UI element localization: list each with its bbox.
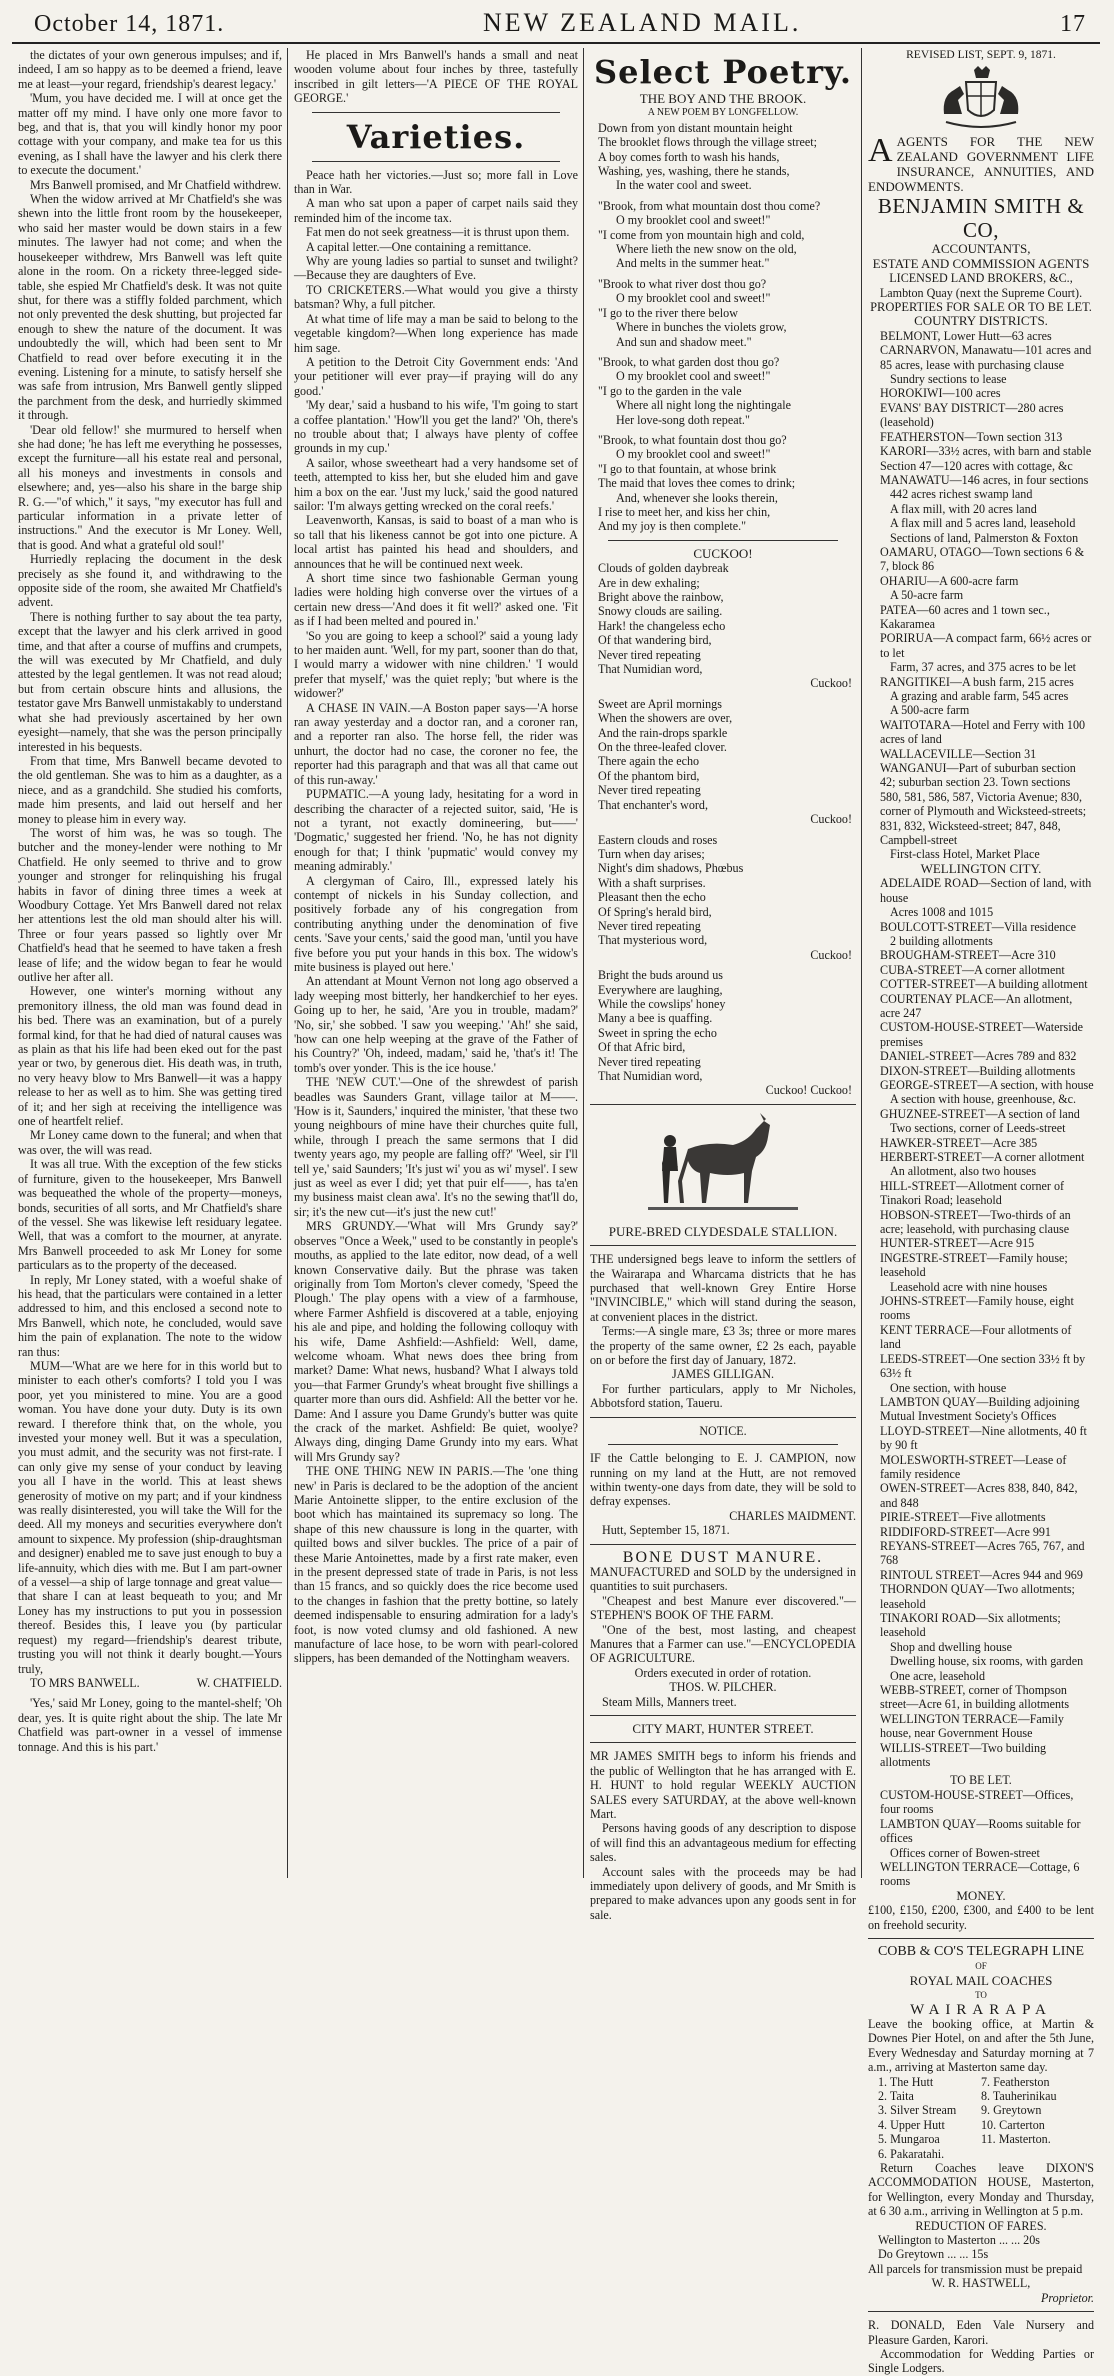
royal-crest-icon [936, 66, 1026, 130]
country-listing: OHARIU—A 600-acre farm [880, 573, 1019, 588]
firm-name: BENJAMIN SMITH & CO, [877, 194, 1085, 243]
issue-date: October 14, 1871. [34, 11, 225, 37]
city-listing: TINAKORI ROAD—Six allotments; leasehold [880, 1611, 1061, 1640]
poem-line: The maid that loves thee comes to drink; [598, 476, 796, 491]
poem-line: While the cowslips' honey [598, 996, 726, 1011]
cobb-return: Return Coaches leave DIXON'S ACCOMMODATION HOUSE, Masterton, for Wellington, every Monday and Thursday, at 6 30 a.m., arriving in Wellington at 5 p.m. [868, 2161, 1094, 2219]
variety-item: 'So you are going to keep a school?' said a young lady to her maiden aunt. 'Well, for my part, sooner than do that, I would marry a widower with nine children.' 'I would prefer that myself,' was the quiet reply; 'but where is the widower?' [294, 628, 578, 701]
city-listing: COURTENAY PLACE—An allotment, acre 247 [880, 991, 1073, 1020]
variety-item: THE 'NEW CUT.'—One of the shrewdest of parish beadles was Saunders Grant, village tailor at M——. 'How is it, Saunders,' inquired the minister, 'that these two young neighbours of mine have their churches quite full, while, through I preach the same sermons that I did twenty years ago, my people are falling off?' 'Weel, sir I'll tell ye,' said Saunders; 'It's just wi' you as wi' mysel'. I sew just as weel as ever I did; yet that puir elf——, has ta'en my business maist clean awa'. It's no the sewing that'll do, sir; it's the new cut—it's just the new cut!' [294, 1075, 578, 1219]
bone-dust-orders: Orders executed in order of rotation. [634, 1665, 812, 1680]
poem-line: And the rain-drops sparkle [598, 725, 728, 740]
poem-line: "I go to the river there below [598, 305, 738, 320]
poem-line: The brooklet flows through the village street; [598, 135, 817, 150]
cobb-proprietor: Proprietor. [1041, 2290, 1094, 2305]
column-1-story [12, 48, 288, 1878]
coach-stop: 2. Taita [878, 2089, 914, 2103]
stallion-contact: For further particulars, apply to Mr Nicholes, Abbotsford station, Taueru. [590, 1381, 856, 1411]
variety-item: THE ONE THING NEW IN PARIS.—The 'one thing new' in Paris is declared to be the adoption of the ancient Marie Antoinette slipper, to the entire exclusion of the boot which has maintained its supremacy so long. The shape of this new chaussure is long in the quarter, with quilted bows and silver buckles. The price of a pair of these Marie Antoinettes, made by a first rate maker, even in the present depressed state of trade in Paris, is not less than 15 francs, and so quickly does the rice become used to the changes in fashion that the pretty bottine, so lately deemed indispensable to ensuring admiration for a lady's foot, is now voted clumsy and old fashioned. A new manufacture of lace hose, to be worn with pearl-colored slippers, has been demanded of the Nottingham weavers. [294, 1464, 578, 1666]
city-listing: ADELAIDE ROAD—Section of land, with house [880, 876, 1092, 905]
poem-line: There again the echo [598, 754, 700, 769]
poem-line: And, whenever she looks therein, [616, 490, 778, 505]
city-listing: 2 building allotments [890, 933, 993, 948]
country-listing: Sundry sections to lease [890, 372, 1007, 387]
coach-stop: 6. Pakaratahi. [878, 2146, 945, 2161]
horse-illustration [648, 1111, 798, 1221]
city-listing: A section with house, greenhouse, &c. [890, 1092, 1077, 1107]
city-listing: INGESTRE-STREET—Family house; leasehold [880, 1250, 1068, 1280]
country-listing: RANGITIKEI—A bush farm, 215 acres [880, 674, 1074, 689]
city-listing: LEEDS-STREET—One section 33½ ft by 63½ ft [880, 1351, 1086, 1381]
coach-stops [868, 2075, 1094, 2161]
variety-item: At what time of life may a man be said to belong to the vegetable kingdom?—When long experience has made him sage. [294, 311, 578, 355]
city-listing: WELLINGTON TERRACE—Family house, near Government House [880, 1711, 1064, 1741]
money-text: £100, £150, £200, £300, and £400 to be lent on freehold security. [868, 1903, 1094, 1932]
variety-item: A sailor, whose sweetheart had a very handsome set of teeth, attempted to kiss her, but she eluded him and gave him a box on the ear. 'Just my luck,' said the good natured sailor: 'I'm always getting wrecked on the coral reefs.' [294, 455, 578, 513]
poem-line: Her love-song doth repeat." [616, 412, 750, 427]
poem-line: "I go to the garden in the vale [598, 383, 742, 398]
poem-line: With a shaft surprises. [598, 875, 706, 890]
country-listing: A 500-acre farm [890, 703, 970, 718]
letter-signature [18, 1676, 282, 1690]
country-listing: WANGANUI—Part of suburban section 42; suburban section 23. Town sections 580, 581, 586, 587, Victoria Avenue; 830, corner of Plymouth and Wicksteed-streets; 831, 832, Wicksteed-street; 847, 848, Campbell-street [880, 761, 1087, 848]
country-listing: PATEA—60 acres and 1 town sec., Kakaramea [880, 602, 1050, 631]
story-paragraph: Hurriedly replacing the document in the desk precisely as she found it, and withdrawing to the opposite side of the room, she awaited Mr Chatfield's advent. [18, 552, 282, 610]
bone-dust-quote-2: "One of the best, most lasting, and cheapest Manures that a Farmer can use."—ENCYCLOPEDIA OF AGRICULTURE. [590, 1622, 856, 1666]
story-paragraph: From that time, Mrs Banwell became devoted to the old gentleman. She was to him as a daughter, as a niece, and as a grandchild. She studied his comforts, made him presents, and laid out herself and her money to please him in every way. [18, 753, 282, 826]
city-listing: BOULCOTT-STREET—Villa residence [880, 919, 1076, 934]
country-listing: EVANS' BAY DISTRICT—280 acres (leasehold) [880, 400, 1064, 430]
poem-line: Pleasant then the echo [598, 890, 706, 905]
variety-item: A short time since two fashionable German young ladies were holding high converse over the virtues of a certain new dress—'And does it fit well?' asked one. 'Fit as if I had been melted and poured in.' [294, 571, 578, 629]
city-listing: GEORGE-STREET—A section, with house [880, 1077, 1094, 1092]
variety-item: 'My dear,' said a husband to his wife, 'I'm going to start a coffee plantation.' 'How'll you get the land?' 'Oh, there's no trouble about that; I always have plenty of coffee grounds in my cup.' [294, 398, 578, 456]
paper-title: NEW ZEALAND MAIL. [482, 8, 802, 37]
city-listing: Leasehold acre with nine houses [890, 1279, 1048, 1294]
city-mart-text: MR JAMES SMITH begs to inform his friends and the public of Wellington that he has arranged with E. H. HUNT to hold regular WEEKLY AUCTION SALES every SATURDAY, at the above well-known Mart. [590, 1749, 856, 1822]
to-let-listing: Offices corner of Bowen-street [890, 1845, 1040, 1860]
varieties-items [294, 168, 578, 1666]
variety-item: A petition to the Detroit City Government ends: 'And your petitioner will ever pray—if praying will do any good.' [294, 354, 578, 398]
poem-line: Of that Afric bird, [598, 1040, 686, 1055]
wellington-city-heading: WELLINGTON CITY. [920, 860, 1042, 876]
section-divider [590, 1245, 856, 1246]
to-let-listing: LAMBTON QUAY—Rooms suitable for offices [880, 1816, 1081, 1846]
story-paragraph: The worst of him was, he was so tough. The butcher and the money-lender were nothing to Mr Chatfield. He only seemed to thrive and to grow younger and stronger for relinquishing his frugal habits in favor of dining three times a week at Woodbury Cottage. Yet Mrs Banwell dared not relax her attentions lest the old man should alter his will. Three or four years passed so lightly over Mr Chatfield's head that he seemed to have taken a fresh lease of life; and the widow began to fear he would outlive her after all. [18, 825, 282, 984]
city-listing: LLOYD-STREET—Nine allotments, 40 ft by 90 ft [880, 1423, 1087, 1453]
poem-line: Where in bunches the violets grow, [616, 320, 787, 335]
coach-stop: 1. The Hutt [878, 2074, 934, 2089]
variety-item: A capital letter.—One containing a remittance. [306, 239, 532, 254]
story-paragraphs [18, 48, 282, 1676]
city-listing: Dwelling house, six rooms, with garden [890, 1654, 1084, 1669]
section-divider [590, 1417, 856, 1418]
country-listing: HOROKIWI—100 acres [880, 386, 1001, 401]
city-mart-text-3: Account sales with the proceeds may be had immediately upon delivery of goods, and Mr Smith is prepared to make advances upon any goods sent in for sale. [590, 1864, 856, 1922]
poem-line: Cuckoo! [810, 812, 852, 827]
country-listing: Farm, 37 acres, and 375 acres to be let [890, 660, 1077, 675]
country-listing: First-class Hotel, Market Place [890, 847, 1040, 862]
cobb-of: OF [975, 1961, 987, 1972]
story-paragraph: In reply, Mr Loney stated, with a woeful shake of his head, that the particulars were contained in a letter addressed to him, and this enclosed a second note to Mrs Banwell, which note, he concluded, would save him the pain of explanation. The note to the widow ran thus: [18, 1272, 282, 1359]
fares-note: All parcels for transmission must be prepaid [868, 2261, 1083, 2276]
fares-heading: REDUCTION OF FARES. [915, 2218, 1047, 2233]
coach-stop: 4. Upper Hutt [878, 2117, 945, 2132]
poem-title: THE BOY AND THE BROOK. [639, 91, 807, 106]
poem-title: CUCKOO! [693, 545, 753, 561]
section-divider [590, 1715, 856, 1716]
poem-line: Of Spring's herald bird, [598, 904, 712, 919]
variety-item: Fat men do not seek greatness—it is thrust upon them. [306, 225, 570, 240]
country-listing: A flax mill and 5 acres land, leasehold [890, 516, 1076, 531]
section-divider [868, 1938, 1094, 1939]
section-divider [590, 1104, 856, 1105]
poem-line: That Numidian word, [598, 662, 703, 677]
city-listing: One acre, leasehold [890, 1668, 986, 1683]
bone-dust-heading: BONE DUST MANURE. [622, 1548, 824, 1566]
city-listing: HOBSON-STREET—Two-thirds of an acre; leasehold, with purchasing clause [880, 1207, 1071, 1237]
column-2-varieties [288, 48, 584, 1878]
coach-stop: 10. Carterton [981, 2117, 1045, 2132]
poem-line: Where all night long the nightingale [616, 398, 791, 413]
story-paragraph: MUM—'What are we here for in this world but to minister to each other's comforts? I told you I was poor, yet you ministered to mine. You are a good woman. You have done your duty. Duty is its own reward. I therefore think that, on the whole, you invested your money well. But it was a speculation, you must admit, and the security was not first-rate. I can only give my sense of your conduct by leaving you all I have in the world. This at least shews generosity of motive on my part; and if your kindness was really disinterested, you will take the Will for the deed. All my moneys and securities everywhere don't amount to sixpence. My profession (ship-draughtsman and designer) enabled me to save just enough to buy a life-annuity, which dies with me. But I am part-owner of a vessel—a ship of large tonnage and great value—that share I can at least bequeath to you; and Mr Loney has my instructions to put you in possession thereof. Besides this, I leave you (by particular request) my regard—friendship's dearest tribute, trusting you will not think it dearly bought.—Yours truly, [18, 1358, 283, 1676]
poem-line: Clouds of golden daybreak [598, 561, 729, 576]
poetry-heading: Select Poetry. [594, 53, 852, 91]
country-listing: OAMARU, OTAGO—Town sections 6 & 7, block 86 [880, 544, 1085, 574]
city-mart-heading: CITY MART, HUNTER STREET. [632, 1721, 814, 1736]
poem-line: Sweet in spring the echo [598, 1025, 717, 1040]
variety-item: A CHASE IN VAIN.—A Boston paper says—'A horse ran away yesterday and a doctor ran, and a coroner ran, and a reporter ran also. The horse fell, the rider was unhurt, the doctor had no case, the coroner no fee, the reporter had this paragraph and that was all that came out of this run-away.' [294, 700, 578, 787]
poem-line: Many a bee is quaffing. [598, 1011, 713, 1026]
country-listing: KARORI—33½ acres, with barn and stable [880, 444, 1092, 459]
poem-line: And sun and shadow meet." [616, 334, 752, 349]
city-listing: HAWKER-STREET—Acre 385 [880, 1135, 1038, 1150]
fare-line-2: Do Greytown ... ... 15s [878, 2247, 989, 2262]
poem-line: Everywhere are laughing, [598, 982, 723, 997]
notice-heading: NOTICE. [699, 1423, 747, 1438]
agents-notice-text: AGENTS FOR THE NEW ZEALAND GOVERNMENT LIFE INSURANCE, ANNUITIES, AND ENDOWMENTS. [868, 134, 1094, 195]
dropcap-letter: A [868, 132, 893, 170]
variety-item: Leavenworth, Kansas, is said to boast of a man who is so tall that his likeness cannot be got into one picture. A local artist has painted his head and shoulders, and announces that he will be continued next week. [294, 513, 578, 571]
city-listing: HILL-STREET—Allotment corner of Tinakori Road; leasehold [880, 1178, 1065, 1208]
city-listing: GHUZNEE-STREET—A section of land [880, 1106, 1080, 1121]
city-listing: COTTER-STREET—A building allotment [880, 977, 1088, 992]
poem-line: Washing, yes, washing, there he stands, [598, 164, 790, 179]
story-paragraph: When the widow arrived at Mr Chatfield's she was shewn into the little front room by the housekeeper, who said her master would be down stairs in a few minutes. The lawyer had not come; and when the housekeeper withdrew, Mrs Banwell was left quite alone in the room. On a rickety three-legged side-table, she espied Mr Chatfield's desk. It was not quite shut, for there was a stiffly folded parchment, which not only prevented the desk shutting, but projected far enough to shew the nature of the document. It was undoubtedly the will, which had been sent to Mr Chatfield to read over before executing it in the evening. Listening for a minute, to satisfy herself she was safe from intrusion, Mrs Banwell gently slipped the parchment from the desk, and hurriedly skimmed it through. [18, 192, 282, 423]
variety-item: PUPMATIC.—A young lady, hesitating for a word in describing the character of a rejected suitor, said, 'He is not a tyrant, not exactly domineering, but——' 'Dogmatic,' suggested her friend. 'No, he has not dignity enough for that; I think 'pupmatic' would convey my meaning admirably.' [294, 787, 578, 874]
poem-line: O my brooklet cool and sweet!" [616, 447, 771, 462]
firm-land-brokers: LICENSED LAND BROKERS, &C., [889, 271, 1073, 286]
section-divider [868, 2311, 1094, 2312]
section-divider [312, 161, 560, 162]
city-listing: JOHNS-STREET—Family house, eight rooms [880, 1294, 1074, 1323]
poem-line: A boy comes forth to wash his hands, [598, 149, 780, 164]
cobb-coaches: ROYAL MAIL COACHES [909, 1972, 1053, 1988]
city-listing: Acres 1008 and 1015 [890, 905, 994, 920]
varieties-heading: Varieties. [346, 117, 526, 156]
story-paragraph: It was all true. With the exception of the few sticks of furniture, given to the housekeeper, Mrs Banwell was bequeathed the whole of the property—moneys, bonds, securities of all sorts, and Mr Chatfield's share of the vessel. She was likewise left residuary legatee. Well, that was a comfort to the mourner, at anyrate. Mrs Banwell proceeded to ask Mr Loney for some particulars as to the property of the deceased. [18, 1157, 282, 1273]
donald-accommodation: Accommodation for Wedding Parties or Single Lodgers. [868, 2346, 1094, 2376]
poem-line: Bright above the rainbow, [598, 590, 724, 604]
city-listing: DANIEL-STREET—Acres 789 and 832 [880, 1049, 1077, 1064]
story-paragraph: 'Mum, you have decided me. I will at once get the matter off my mind. I have only one more favor to beg, and that is, that you will kindly honor my poor cottage with your company, and make tea for us this evening, as I shall have the lawyer and his clerk there to execute the document.' [18, 91, 282, 178]
story-paragraph: the dictates of your own generous impulses; and if, indeed, I am so happy as to be deemed a friend, leave me at least—your regard, friendship's dearest legacy.' [18, 48, 282, 91]
poem-line: Hark! the changeless echo [598, 618, 726, 633]
poem-line: "I go to that fountain, at whose brink [598, 461, 777, 476]
country-listing: WAITOTARA—Hotel and Ferry with 100 acres of land [880, 717, 1086, 747]
city-listing: RIDDIFORD-STREET—Acre 991 [880, 1524, 1051, 1539]
country-districts-heading: COUNTRY DISTRICTS. [914, 313, 1048, 329]
notice-text: IF the Cattle belonging to E. J. CAMPION, now running on my land at the Hutt, are not removed within twenty-one days from date, they will be sold to defray expenses. [590, 1451, 856, 1509]
poem-byline: A NEW POEM BY LONGFELLOW. [647, 107, 799, 119]
variety-item: An attendant at Mount Vernon not long ago observed a lady weeping most bitterly, her handkerchief to her eyes. Going up to her, he said, 'Are you in trouble, madam?' 'No, sir,' she sobbed. 'I saw you weeping.' 'Ah!' she said, 'how can one help weeping at the grave of the Father of his Country?' 'Oh, indeed, madam,' said he, 'that's it! The tomb's over yonder. This is the ice house.' [294, 974, 578, 1075]
variety-item: Why are young ladies so partial to sunset and twilight?—Because they are daughters of Eve. [294, 254, 578, 283]
to-let-listing: WELLINGTON TERRACE—Cottage, 6 rooms [880, 1859, 1080, 1889]
country-listing: Section 47—120 acres with cottage, &c [880, 458, 1073, 473]
section-divider [590, 1544, 856, 1545]
story-paragraph: Mrs Banwell promised, and Mr Chatfield withdrew. [30, 177, 282, 192]
variety-item: A clergyman of Cairo, Ill., expressed lately his contempt of nickels in his Sunday collection, and positively forbade any of his congregation from contributing anything under the denomination of five cents. 'Save your cents,' said the good man, 'until you have five before you put your hands in this box. The widow's mite business is played out here.' [294, 873, 578, 974]
coach-stop: 5. Mungaroa [878, 2132, 940, 2147]
poem-boy-and-brook [590, 121, 856, 534]
country-listing: WALLACEVILLE—Section 31 [880, 746, 1037, 761]
city-listing: RINTOUL STREET—Acres 944 and 969 [880, 1567, 1083, 1582]
country-listing: A 50-acre farm [890, 588, 964, 603]
country-listing: BELMONT, Lower Hutt—63 acres [880, 328, 1052, 343]
poem-line: O my brooklet cool and sweet!" [616, 291, 771, 306]
country-listing: CARNARVON, Manawatu—101 acres and 85 acres, lease with purchasing clause [880, 343, 1092, 372]
firm-estate-agents: ESTATE AND COMMISSION AGENTS [872, 255, 1090, 271]
poem-line: Never tired repeating [598, 1054, 701, 1069]
poem-cuckoo [590, 561, 856, 1098]
bone-dust-text: MANUFACTURED and SOLD by the undersigned in quantities to suit purchasers. [590, 1564, 856, 1594]
cobb-schedule: Leave the booking office, at Martin & Downes Pier Hotel, on and after the 5th June, Every Wednesday and Saturday morning at 7 a.m., arriving at Masterton same day. [868, 2016, 1094, 2075]
notice-signature: CHARLES MAIDMENT. [729, 1508, 856, 1523]
section-divider [608, 540, 838, 541]
city-listing: CUBA-STREET—A corner allotment [880, 962, 1065, 977]
story-conclusion: 'Yes,' said Mr Loney, going to the mantel-shelf; 'Oh dear, yes. It is quite right about the ship. The late Mr Chatfield was part-owner in a vessel of immense tonnage. And this is his part.' [18, 1696, 282, 1754]
poem-line: "Brook to what river dost thou go? [598, 276, 767, 291]
to-let-listings [868, 1788, 1094, 1889]
poem-line: Turn when day arises; [598, 846, 705, 861]
notice-date: Hutt, September 15, 1871. [602, 1523, 730, 1538]
poem-line: Bright the buds around us [598, 968, 723, 983]
poem-line: In the water cool and sweet. [616, 178, 752, 193]
to-let-listing: CUSTOM-HOUSE-STREET—Offices, four rooms [880, 1787, 1074, 1817]
story-end-paragraph: He placed in Mrs Banwell's hands a small and neat wooden volume about four inches by three, tastefully inscribed in gilt letters—'A PIECE OF THE ROYAL GEORGE.' [294, 48, 578, 106]
poem-line: Of that wandering bird, [598, 633, 712, 648]
poem-line: "I come from yon mountain high and cold, [598, 227, 805, 242]
cobb-heading: COBB & CO'S TELEGRAPH LINE [877, 1943, 1085, 1959]
section-divider [312, 112, 560, 113]
coach-stop: 11. Masterton. [981, 2132, 1051, 2147]
poem-line: Sweet are April mornings [598, 696, 722, 711]
column-3-poetry-ads [584, 48, 862, 1922]
stallion-heading: PURE-BRED CLYDESDALE STALLION. [608, 1223, 838, 1239]
letter-signer: W. CHATFIELD. [196, 1675, 282, 1690]
city-listing: LAMBTON QUAY—Building adjoining Mutual Investment Society's Offices [880, 1394, 1080, 1424]
variety-item: MRS GRUNDY.—'What will Mrs Grundy say?' observes "Once a Week," used to be constantly in people's mouths, as applied to the late editor, now dead, of a well known Conservative daily. But the phrase was taken originally from Tom Morton's clever comedy, 'Speed the Plough.' The play opens with a view of a farmhouse, where Farmer Ashfield is discovered at a table, enjoying his ale and pipe, and holding the following colloquy with his wife, Dame Ashfield:—Ashfield: Well, dame, welcome whoam. What news does thee bring from market? Dame: What news, husband? What I always told you—that Farmer Grundy's wheat brought five shillings a quarter more than ours did. Ashfield: All the better vor he. Dame: And I assure you Dame Grundy's butter was quite the crack of the market. Ashfield: Be quiet, woolye? Always ding, dinging Dame Grundy into my ears. What will Mrs Grundy say? [294, 1219, 578, 1464]
story-paragraph: However, one winter's morning without any premonitory illness, the old man was found dead in his bed. There was an examination, but of a purely formal kind, for that he had died of natural causes was as plain as that his life had been eked out for the past year or two, by generous diet. His death was, in truth, no very heavy blow to Mrs Banwell—it was a happy release to her as well as to him. She was getting tired of it; and her sigh at receiving the intelligence was one of heartfelt relief. [18, 984, 282, 1129]
city-listing: WEBB-STREET, corner of Thompson street—Acre 61, in building allotments [880, 1683, 1070, 1712]
country-listing: 442 acres richest swamp land [890, 487, 1033, 502]
variety-item: A man who sat upon a paper of carpet nails said they reminded him of the income tax. [294, 196, 578, 225]
poem-line: I rise to meet her, and kiss her chin, [598, 504, 771, 519]
city-listing: PIRIE-STREET—Five allotments [880, 1510, 1046, 1525]
stallion-terms: Terms:—A single mare, £3 3s; three or more mares the property of the same owner, £2 2s each, payable on or before the first day of January, 1872. [590, 1324, 856, 1368]
variety-item: Peace hath her victories.—Just so; more fall in Love than in War. [294, 167, 578, 197]
poem-line: Cuckoo! [810, 947, 852, 962]
poem-line: Down from yon distant mountain height [598, 120, 793, 135]
city-listing: THORNDON QUAY—Two allotments; leasehold [880, 1582, 1075, 1611]
country-listing: PORIRUA—A compact farm, 66½ acres or to let [880, 631, 1092, 660]
city-listing: REYANS-STREET—Acres 765, 767, and 768 [880, 1538, 1085, 1568]
variety-item: TO CRICKETERS.—What would you give a thirsty batsman? Why, a full pitcher. [294, 282, 578, 312]
poem-line: And my joy is then complete." [598, 519, 747, 534]
firm-accountants: ACCOUNTANTS, [931, 241, 1031, 257]
poem-line: That Numidian word, [598, 1069, 703, 1083]
poem-line: "Brook, to what garden dost thou go? [598, 354, 780, 369]
poem-line: When the showers are over, [598, 711, 733, 726]
coach-stop [981, 2147, 1084, 2161]
poem-line: And melts in the summer heat." [616, 256, 770, 271]
column-4-property-ads [862, 48, 1100, 2376]
money-heading: MONEY. [956, 1887, 1006, 1903]
coach-stop: 7. Featherston [981, 2074, 1050, 2089]
poem-line: Where lieth the new snow on the old, [616, 242, 797, 257]
coach-stop: 3. Silver Stream [878, 2103, 957, 2118]
fare-line-1: Wellington to Masterton ... ... 20s [878, 2233, 1040, 2248]
revised-list-date: REVISED LIST, SEPT. 9, 1871. [906, 49, 1056, 61]
section-divider [590, 1742, 856, 1743]
poem-line: Of the phantom bird, [598, 768, 700, 783]
properties-heading: PROPERTIES FOR SALE OR TO BE LET. [870, 300, 1092, 315]
bone-dust-address: Steam Mills, Manners treet. [602, 1694, 737, 1709]
city-listing: HUNTER-STREET—Acre 915 [880, 1236, 1035, 1251]
country-listing: A flax mill, with 20 acres land [890, 501, 1037, 516]
city-listing: CUSTOM-HOUSE-STREET—Waterside premises [880, 1020, 1084, 1049]
poem-line: Eastern clouds and roses [598, 832, 718, 847]
poem-line: Never tired repeating [598, 783, 701, 798]
city-listing: An allotment, also two houses [890, 1164, 1037, 1179]
donald-nursery: R. DONALD, Eden Vale Nursery and Pleasure Garden, Karori. [868, 2318, 1094, 2347]
bone-dust-quote-1: "Cheapest and best Manure ever discovered."—STEPHEN'S BOOK OF THE FARM. [590, 1593, 856, 1623]
city-listing: MOLESWORTH-STREET—Lease of family residence [880, 1452, 1067, 1481]
poem-line: "Brook, to what fountain dost thou go? [598, 432, 787, 447]
columns [12, 48, 1100, 2376]
country-listings [868, 329, 1094, 862]
agents-notice [868, 134, 1094, 194]
city-listing: BROUGHAM-STREET—Acre 310 [880, 948, 1056, 963]
page-number: 17 [1060, 11, 1086, 37]
poem-line: On the three-leafed clover. [598, 740, 727, 755]
letter-addressee: TO MRS BANWELL. [30, 1675, 140, 1690]
story-paragraph: 'Dear old fellow!' she murmured to herself when she had done; 'he has left me everything he possesses, except the furniture—all his estate real and personal, all his moneys and investments in consols and elsewhere; and, yes—also his share in the barge ship R. G.—"of which," it says, "my executor has full and particular information in a private letter of instructions." And the executor is Mr Loney. Well, that is good. And what a grateful old soul!' [18, 422, 282, 552]
coach-stop: 9. Greytown [981, 2103, 1042, 2118]
cobb-signature: W. R. HASTWELL, [931, 2276, 1031, 2291]
poem-line: Snowy clouds are sailing. [598, 604, 723, 619]
poem-line: Cuckoo! [810, 676, 852, 691]
stallion-signature: JAMES GILLIGAN. [671, 1367, 775, 1382]
city-listing: HERBERT-STREET—A corner allotment [880, 1150, 1085, 1164]
poem-line: Never tired repeating [598, 918, 701, 933]
city-listing: WILLIS-STREET—Two building allotments [880, 1740, 1047, 1770]
city-mart-text-2: Persons having goods of any description to dispose of will find this an advantageous medium for effecting sales. [590, 1821, 856, 1865]
city-listing: KENT TERRACE—Four allotments of land [880, 1322, 1072, 1352]
stallion-text: THE undersigned begs leave to inform the settlers of the Wairarapa and Wharcama districts that he has purchased that well-known Grey Entire Horse "INVINCIBLE," which will stand during the season, at convenient places in the district. [590, 1252, 856, 1324]
cobb-destination: WAIRARAPA [910, 2001, 1052, 2018]
masthead [12, 8, 1100, 44]
bone-dust-signature: THOS. W. PILCHER. [669, 1680, 777, 1695]
to-let-heading: TO BE LET. [950, 1773, 1012, 1788]
poem-line: Cuckoo! Cuckoo! [765, 1083, 852, 1098]
poem-line: O my brooklet cool and sweet!" [616, 213, 771, 228]
poem-line: "Brook, from what mountain dost thou come? [598, 198, 821, 213]
city-listing: Shop and dwelling house [890, 1639, 1012, 1654]
city-listing: DIXON-STREET—Building allotments [880, 1063, 1076, 1078]
story-paragraph: There is nothing further to say about the tea party, except that the lawyer and his clerk arrived in good time, and that after a course of muffins and crumpets, the will was executed by Mr Chatfield, and duly attested by the legal gentlemen. It was not read aloud; but from certain obscure hints and allusions, the testator gave Mrs Banwell unmistakably to understand what she had previously ascertained by her own eyesight—namely, that she was the person principally interested in his bequests. [18, 609, 282, 754]
city-listing: OWEN-STREET—Acres 838, 840, 842, and 848 [880, 1481, 1078, 1510]
country-listing: A grazing and arable farm, 545 acres [890, 689, 1069, 703]
poem-line: Never tired repeating [598, 647, 701, 662]
section-divider [608, 1444, 838, 1445]
story-paragraph: Mr Loney came down to the funeral; and when that was over, the will was read. [18, 1128, 282, 1157]
city-listings [868, 876, 1094, 1769]
poem-line: That mysterious word, [598, 933, 708, 948]
poem-line: That enchanter's word, [598, 797, 708, 812]
poem-line: O my brooklet cool and sweet!" [616, 369, 771, 384]
poem-line: Are in dew exhaling; [598, 575, 700, 590]
cobb-to: TO [975, 1990, 987, 2001]
city-listing: One section, with house [890, 1380, 1007, 1395]
city-listing: Two sections, corner of Leeds-street [890, 1121, 1066, 1136]
country-listing: MANAWATU—146 acres, in four sections [880, 472, 1089, 487]
coach-stop: 8. Tauherinikau [981, 2089, 1057, 2103]
poem-line: Night's dim shadows, Phœbus [598, 861, 744, 876]
country-listing: Sections of land, Palmerston & Foxton [890, 530, 1079, 545]
firm-address: Lambton Quay (next the Supreme Court). [879, 285, 1083, 300]
country-listing: FEATHERSTON—Town section 313 [880, 429, 1063, 444]
